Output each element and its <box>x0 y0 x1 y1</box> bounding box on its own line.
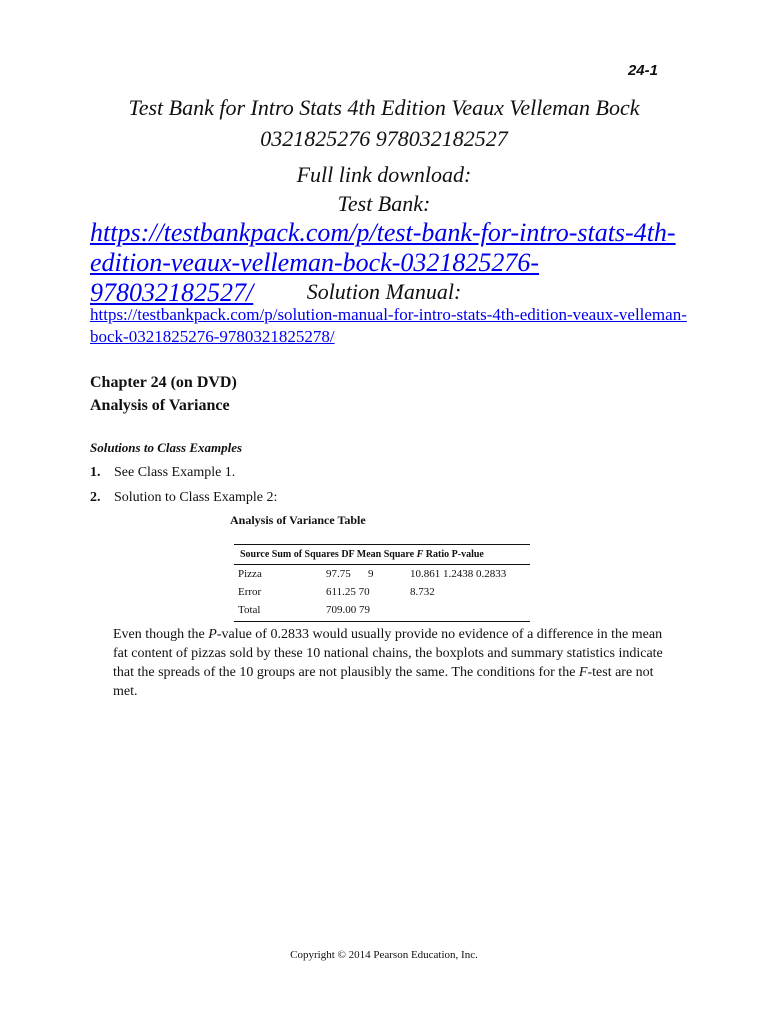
para-f-italic: F <box>578 665 588 680</box>
header-ratio: Ratio <box>425 549 450 560</box>
table-row <box>234 601 530 619</box>
list-item <box>90 490 277 506</box>
para-text-1: Even though the <box>113 627 209 642</box>
list-item-number: 1. <box>90 465 101 480</box>
cell-ms: 10.861 1.2438 0.2833 <box>410 568 507 580</box>
title-line-1: Test Bank for Intro Stats 4th Edition Veaux Velleman Bock <box>128 95 640 120</box>
table-header-row <box>234 545 530 562</box>
chapter-number: Chapter 24 (on DVD) <box>90 374 237 391</box>
list-item <box>90 465 235 481</box>
para-p-italic: P <box>208 627 217 642</box>
full-link-label: Full link download: <box>296 162 472 187</box>
cell-ss: 97.75 <box>326 568 351 580</box>
cell-df: 9 <box>368 568 374 580</box>
para-text-2: -value of 0.2833 would usually provide no evidence of a difference in the mean fat content of pizzas sold by these 10 national chains, the boxplots and summary statistics indicate that the spreads of the 10 groups are not plausibly the same. The conditions for the <box>113 627 663 680</box>
cell-source: Error <box>238 586 262 598</box>
header-source: Source <box>240 549 270 560</box>
header-f: F <box>416 549 424 560</box>
header-ss: Sum of Squares <box>271 549 339 560</box>
cell-source: Pizza <box>238 568 262 580</box>
table-bottom-rule <box>234 621 530 622</box>
cell-ss: 611.25 70 <box>326 586 370 598</box>
list-item-number: 2. <box>90 490 101 505</box>
anova-table-title: Analysis of Variance Table <box>230 513 366 527</box>
header-p: P-value <box>451 549 484 560</box>
solution-manual-link[interactable]: https://testbankpack.com/p/solution-manual-for-intro-stats-4th-edition-veaux-velleman-bock-0321825276-9780321825278/ <box>90 305 687 346</box>
test-bank-link[interactable]: https://testbankpack.com/p/test-bank-for-intro-stats-4th-edition-veaux-velleman-bock-0321825276-978032182527/ <box>90 218 676 307</box>
chapter-title: Analysis of Variance <box>90 397 230 414</box>
header-df: DF <box>341 549 355 560</box>
title-line-2: 0321825276 978032182527 <box>260 126 508 151</box>
test-bank-label: Test Bank: <box>337 191 431 216</box>
explanation-paragraph <box>113 625 673 701</box>
page-number: 24-1 <box>627 62 658 79</box>
para-text-3: -test are not met. <box>113 665 654 699</box>
anova-table <box>234 544 530 622</box>
solution-manual-label: Solution Manual: <box>306 279 462 304</box>
chapter-heading <box>90 371 237 417</box>
list-item-text: See Class Example 1. <box>114 465 236 480</box>
section-heading: Solutions to Class Examples <box>90 440 243 455</box>
header-ms: Mean Square <box>356 549 415 560</box>
copyright-footer: Copyright © 2014 Pearson Education, Inc. <box>290 949 478 961</box>
cell-ms: 8.732 <box>410 586 435 598</box>
list-item-text: Solution to Class Example 2: <box>114 490 278 505</box>
cell-ss: 709.00 79 <box>326 604 370 616</box>
table-row <box>234 583 530 601</box>
table-row <box>234 565 530 583</box>
cell-source: Total <box>238 604 261 616</box>
